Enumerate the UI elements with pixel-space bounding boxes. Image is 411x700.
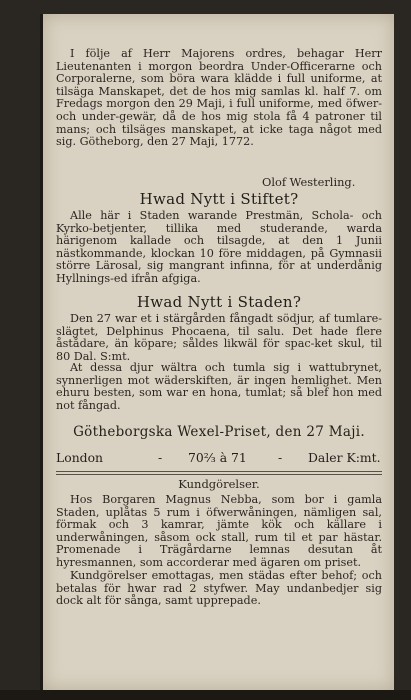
notice-staden-1-text: Den 27 war et i stärgården fångadt södjur, af tumlare-slägtet, Delphinus Phocaena, til salu. Det hade flere åstådare, än köpare; såldes likwäl för spac-ket skul, til 80 Dal. S:mt. — [56, 312, 382, 363]
viewer-bottom-edge — [0, 690, 411, 700]
notice-kund-fees — [56, 570, 382, 608]
exchange-city: London — [56, 450, 104, 465]
notice-major-text: I följe af Herr Majorens ordres, behagar Herr Lieutenanten i morgon beordra Under-Officerarne och Corporalerne, som böra wara klädde i full uniforme, at tilsäga Manskapet, det de hos mig samlas kl. half 7. om Fredags morgon den 29 Maji, i full uniforme, med öfwer- och under-gewär, då de hos mig stola få 4 patroner til mans; och tilsäges manskapet, at icke taga något med sig. Götheborg, den 27 Maji, 1772. — [56, 47, 382, 149]
divider-bottom — [56, 474, 382, 475]
notice-major-signature: Olof Westerling. — [262, 175, 356, 189]
notice-kund-rooms — [56, 494, 382, 570]
heading-stiftet: Hwad Nytt i Stiftet? — [139, 190, 299, 208]
exchange-dash-2: - — [278, 450, 283, 465]
notice-staden-porpoise-2 — [56, 362, 382, 412]
exchange-rate-row — [56, 450, 382, 468]
notice-major — [56, 48, 382, 149]
heading-staden: Hwad Nytt i Staden? — [136, 293, 302, 311]
heading-kundgorelser: Kundgörelser. — [178, 477, 260, 491]
notice-kund-1-text: Hos Borgaren Magnus Nebba, som bor i gamla Staden, uplåtas 5 rum i öfwerwåningen, nämligen sal, förmak och 3 kamrar, jämte kök och källare i underwåningen, såsom ock stall, rum til et par hästar. Promenade i Trägårdarne lemnas desutan åt hyresmannen, som accorderar med ägaren om priset. — [56, 493, 382, 569]
notice-kund-2-text: Kundgörelser emottagas, men städas efter behof; och betalas för hwar rad 2 styfwer. May undanbedjer sig dock alt för sånga, samt upprepade. — [56, 569, 382, 608]
divider-top — [56, 471, 382, 472]
exchange-value: 70⅔ à 71 — [188, 450, 247, 465]
notice-staden-2-text: At dessa djur wältra och tumla sig i wattubrynet, synnerligen mot wäderskiften, är ingen hemlighet. Men ehuru besten, som war en hona, tumlat; så blef hon med not fångad. — [56, 361, 382, 412]
exchange-unit: Daler K:mt. — [308, 450, 381, 465]
notice-stiftet-text: Alle här i Staden warande Prestmän, Schola- och Kyrko-betjenter, tillika med studerande, warda härigenom kallade och tilsagde, at den 1 Junii nästkommande, klockan 10 före middagen, på Gymnasii större Lärosal, sig mangrant infinna, för at underdånig Hyllnings-ed ifrån afgiga. — [56, 209, 382, 285]
notice-stiftet — [56, 210, 382, 286]
exchange-title: Götheborgska Wexel-Priset, den 27 Maji. — [73, 424, 365, 440]
exchange-dash-1: - — [158, 450, 163, 465]
notice-staden-porpoise — [56, 313, 382, 363]
